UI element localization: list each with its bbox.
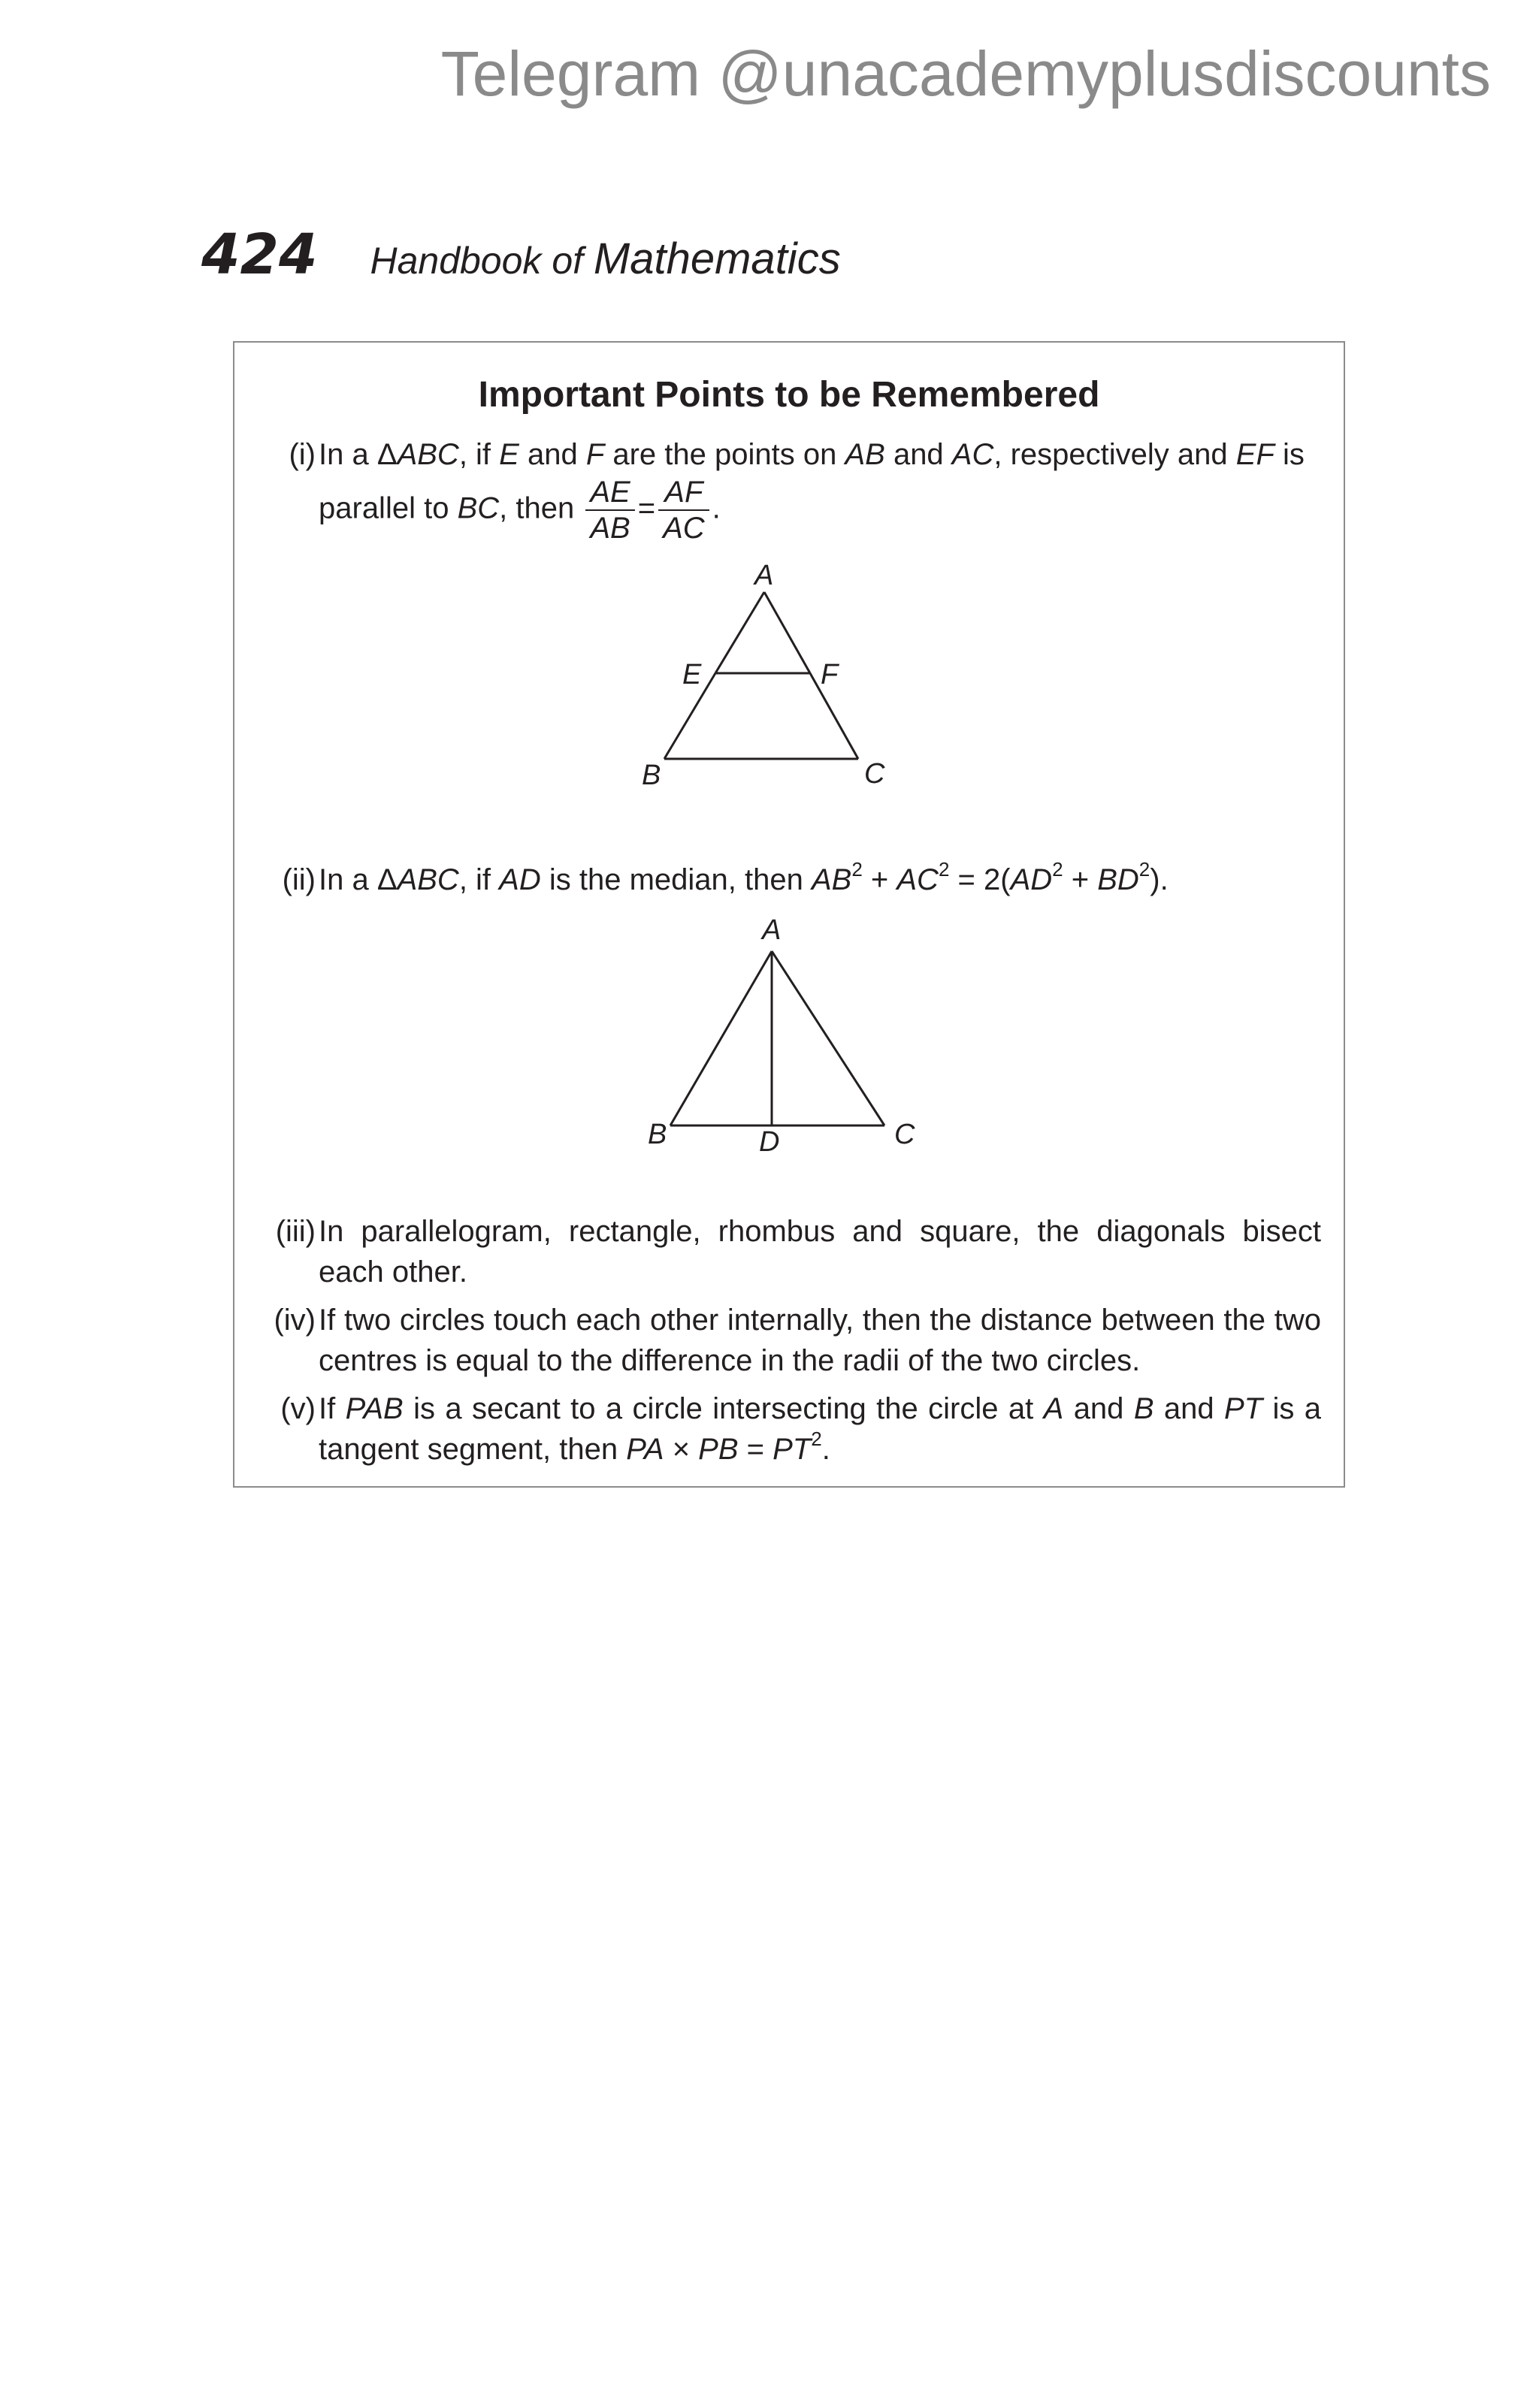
label-c: C [864,758,885,790]
point-number: (i) [289,438,316,471]
page-header [201,222,841,287]
fraction-af-ac: $\frac{AF}{AC}$ [658,475,709,545]
label-d: D [759,1126,780,1158]
book-title [370,234,841,283]
point-text: If PAB is a secant to a circle intersecting the circle at A and B and PT is a tangent segment, then PA × PB = $PT^2$. [319,1392,1322,1466]
label-a: A [754,560,774,591]
important-points-box [233,341,1345,1488]
fraction-ae-ab: $\frac{AE}{AB}$ [585,475,634,545]
label-b: B [642,760,661,791]
book-title-prefix: Handbook of [370,240,584,282]
page-number: 424 [201,222,318,287]
label-c: C [894,1119,915,1150]
point-text: In parallelogram, rectangle, rhombus and square, the diagonals bisect each other. [319,1215,1321,1289]
point-number: (iii) [275,1215,316,1248]
label-a: A [762,914,782,946]
watermark: Telegram @unacademyplusdiscounts [440,38,1491,109]
figure-triangle-efbc [610,560,986,816]
point-text: In a ΔABC, if E and F are the points on AB and AC, respectively and EF is parallel to BC, then $\frac{AE}{AB}$ = $\frac{AF}{AC}$ . [319,438,1305,545]
side-af [764,592,810,673]
label-b: B [648,1119,667,1150]
point-number: (v) [280,1392,316,1425]
point-number: (iv) [274,1304,316,1337]
point-number: (ii) [282,863,316,896]
label-f: F [821,659,839,690]
point-text: If two circles touch each other internally, then the distance between the two centres is equal to the difference in the radii of the two circles. [319,1304,1321,1377]
side-ac [772,951,884,1125]
label-e: E [682,659,702,690]
side-ab [670,951,772,1125]
point-text: In a ΔABC, if AD is the median, then $AB^2 + AC^2 = 2(AD^2 + BD^2)$. [319,858,1169,896]
figure-triangle-median [610,914,986,1169]
side-ae [715,592,764,673]
book-title-main: Mathematics [593,234,841,283]
box-title: Important Points to be Remembered [478,375,1100,415]
